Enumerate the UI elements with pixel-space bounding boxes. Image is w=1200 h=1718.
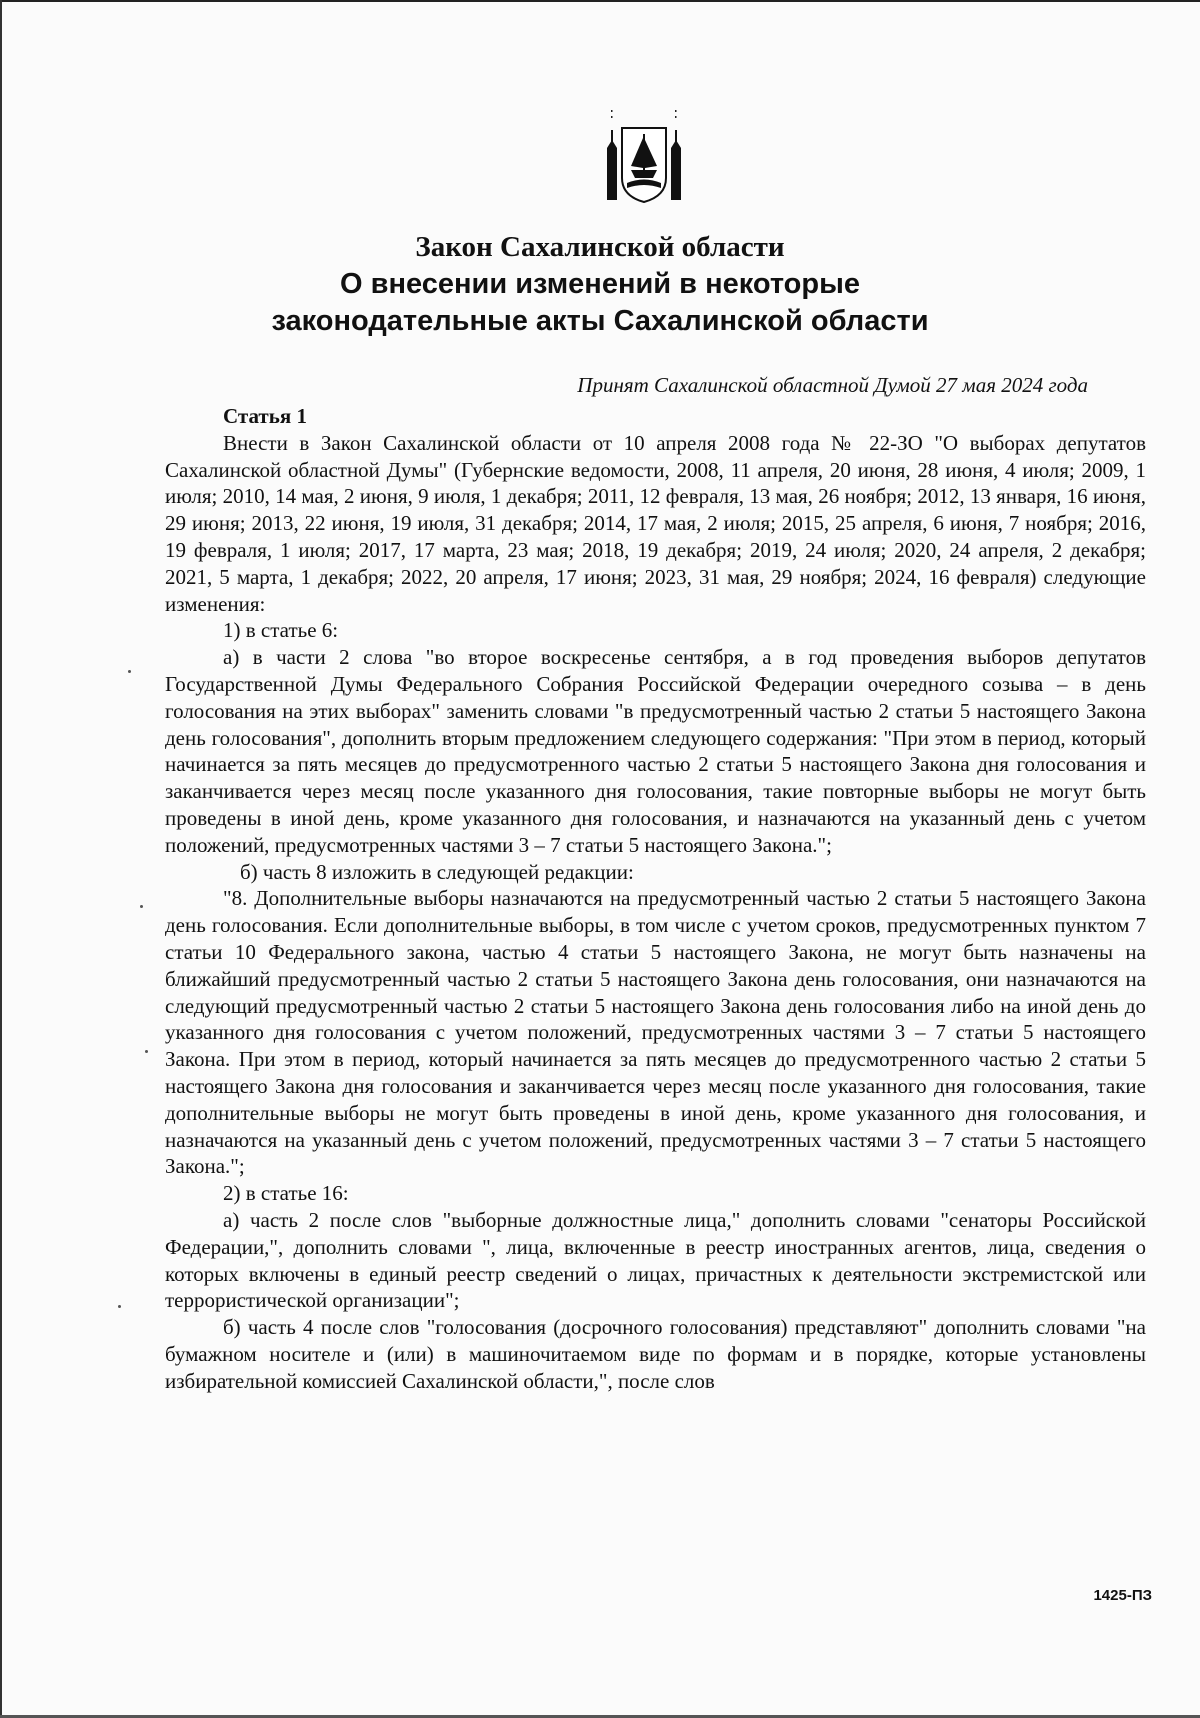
paragraph-quoted-part-8: "8. Дополнительные выборы назначаются на предусмотренный частью 2 статьи 5 настоящего Закона день голосования. Если дополнительные выборы, в том числе с учетом сроков, предусмотренных пунктом 7 статьи 10 Федерального закона, частью 4 статьи 5 настоящего Закона, не могут быть назначены на ближайший предусмотренный частью 2 статьи 5 настоящего Закона день голосования, они назначаются на следующий предусмотренный частью 2 статьи 5 настоящего Закона день голосования либо на иной день до указанного дня голосования с учетом положений, предусмотренных частями 3 – 7 статьи 5 настоящего Закона. При этом в период, который начинается за пять месяцев до предусмотренного частью 2 статьи 5 настоящего Закона дня голосования и заканчивается через месяц после указанного дня голосования, такие дополнительные выборы не могут быть проведены в иной день, кроме указанного дня голосования, и назначаются на указанный день с учетом положений, предусмотренных частями 3 – 7 статьи 5 настоящего Закона."; bbox=[165, 886, 1146, 1179]
law-subject-line-1: О внесении изменений в некоторые bbox=[340, 268, 860, 300]
paragraph-item-2: 2) в статье 16: bbox=[223, 1181, 349, 1206]
adoption-note: Принят Сахалинской областной Думой 27 мая 2024 года bbox=[577, 373, 1088, 397]
paragraph-item-2a: а) часть 2 после слов "выборные должностные лица," дополнить словами "сенаторы Российской Федерации,", дополнить словами ", лица, включенные в реестр иностранных агентов, лица, сведения о которых включены в единый реестр сведений о лицах, причастных к деятельности экстремистской или террористической организации"; bbox=[165, 1207, 1146, 1313]
scan-speck bbox=[118, 1305, 121, 1308]
scan-speck bbox=[145, 1050, 148, 1053]
paragraph-item-1b: б) часть 8 изложить в следующей редакции: bbox=[240, 859, 634, 884]
document-header bbox=[150, 228, 1050, 340]
paragraph-intro: Внести в Закон Сахалинской области от 10 апреля 2008 года № 22-ЗО "О выборах депутатов Сахалинской областной Думы" (Губернские ведомости, 2008, 11 апреля, 20 июня, 28 июня, 4 июля; 2009, 1 июля; 2010, 14 мая, 2 июня, 9 июля, 1 декабря; 2011, 12 февраля, 13 мая, 26 ноября; 2012, 13 января, 16 июня, 29 июня; 2013, 22 июня, 19 июля, 31 декабря; 2014, 17 мая, 2 июля; 2015, 25 апреля, 6 июня, 7 ноября; 2016, 19 февраля, 1 июля; 2017, 17 марта, 23 мая; 2018, 19 декабря; 2019, 24 июля; 2020, 24 апреля, 2 декабря; 2021, 5 марта, 1 декабря; 2022, 20 апреля, 17 июня; 2023, 31 мая, 29 ноября; 2024, 16 февраля) следующие изменения: bbox=[165, 430, 1146, 616]
paragraph-item-1: 1) в статье 6: bbox=[223, 618, 339, 643]
paragraph-item-1a: а) в части 2 слова "во второе воскресенье сентября, а в год проведения выборов депутатов Государственной Думы Федерального Собрания Российской Федерации очередного созыва – в день голосования на этих выборах" заменить словами "в предусмотренный частью 2 статьи 5 настоящего Закона день голосования", дополнить вторым предложением следующего содержания: "При этом в период, который начинается за пять месяцев до предусмотренного частью 2 статьи 5 настоящего Закона дня голосования и заканчивается через месяц после указанного дня голосования, такие повторные выборы не могут быть проведены в иной день, кроме указанного дня голосования, и назначаются на указанный день с учетом положений, предусмотренных частями 3 – 7 статьи 5 настоящего Закона."; bbox=[165, 645, 1146, 857]
coat-of-arms-emblem bbox=[605, 108, 683, 204]
law-title: Закон Сахалинской области bbox=[415, 231, 785, 263]
law-subject-line-2: законодательные акты Сахалинской области bbox=[271, 305, 929, 337]
article-title: Статья 1 bbox=[223, 404, 307, 428]
document-body bbox=[165, 403, 1146, 1394]
scan-speck bbox=[140, 905, 143, 908]
paragraph-item-2b: б) часть 4 после слов "голосования (досрочного голосования) представляют" дополнить словами "на бумажном носителе и (или) в машиночитаемом виде по формам и в порядке, которые установлены избирательной комиссией Сахалинской области,", после слов bbox=[165, 1315, 1146, 1393]
scan-border-top bbox=[0, 0, 1200, 2]
scan-speck bbox=[128, 670, 131, 673]
scan-border-left bbox=[0, 0, 2, 1718]
page-code: 1425-ПЗ bbox=[1093, 1587, 1152, 1604]
